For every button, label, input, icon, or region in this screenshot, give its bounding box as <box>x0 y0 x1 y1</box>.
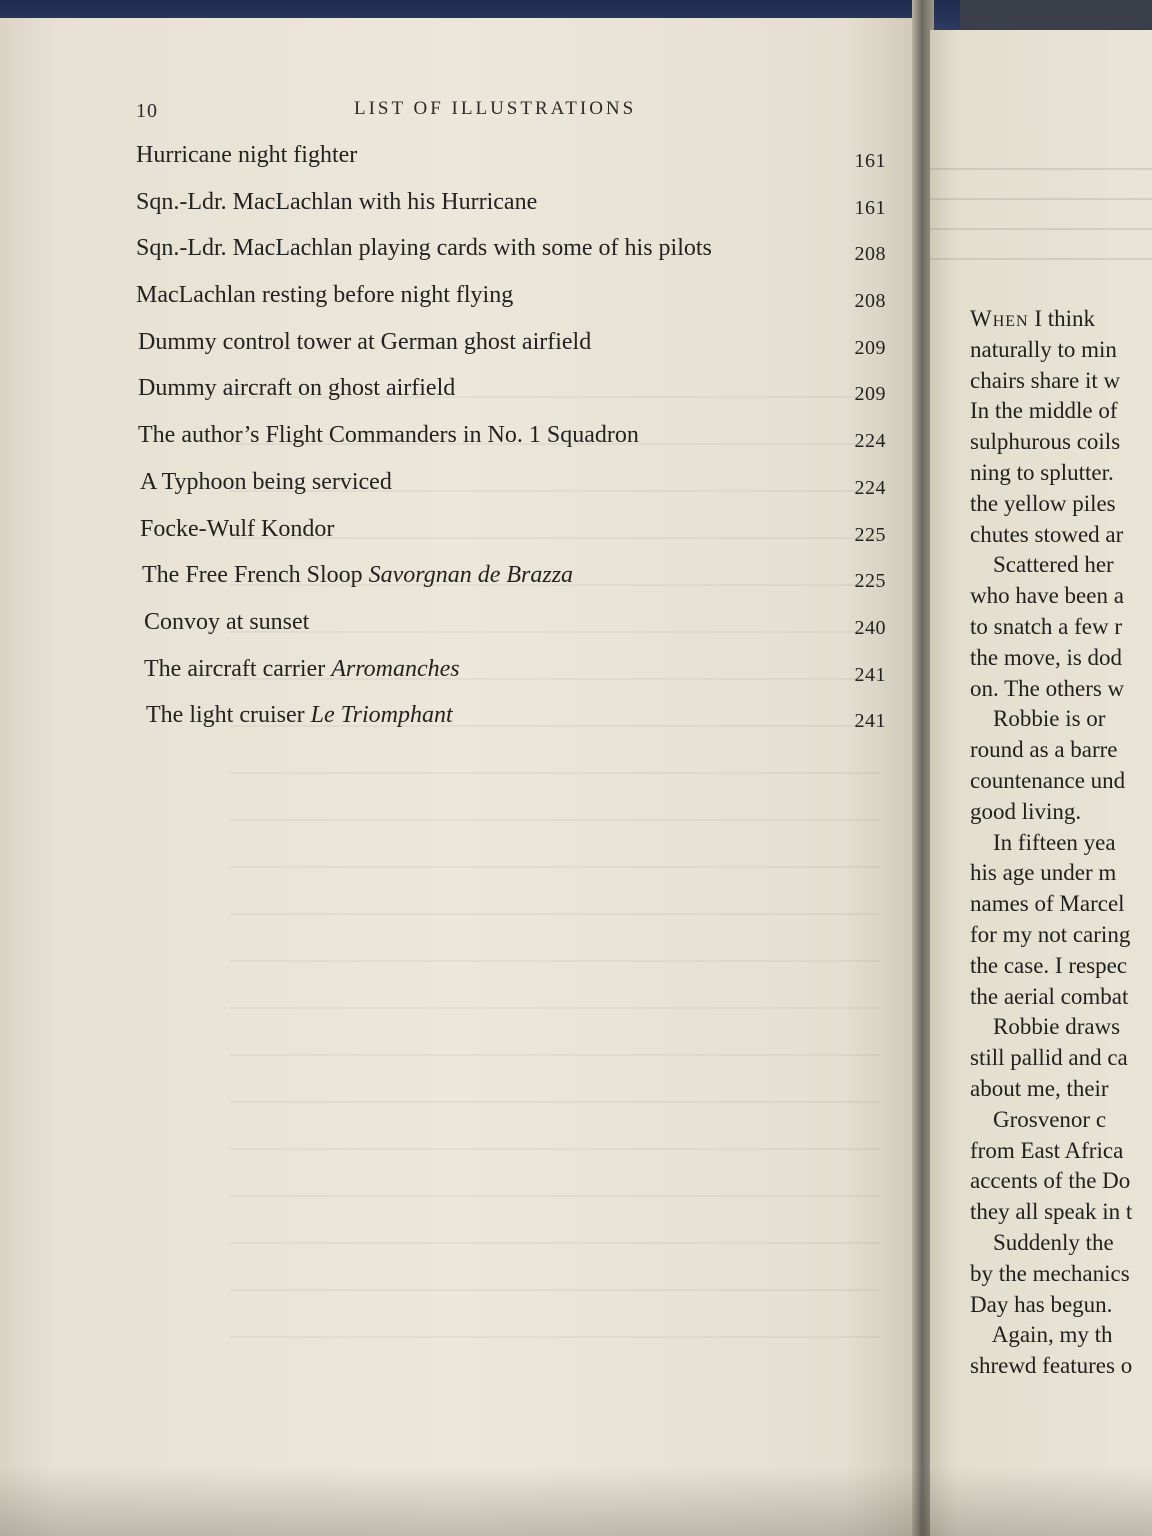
right-page-line: Scattered her <box>970 552 1114 578</box>
illustration-page-number: 224 <box>854 476 886 499</box>
illustration-caption: Sqn.-Ldr. MacLachlan with his Hurricane <box>136 188 538 215</box>
illustration-list <box>136 142 896 749</box>
right-page-line: good living. <box>970 798 1082 824</box>
right-page-line: they all speak in t <box>970 1199 1133 1225</box>
illustration-page-number: 208 <box>854 290 886 313</box>
right-page-line: the aerial combat <box>970 983 1129 1009</box>
illustration-row <box>136 516 896 563</box>
right-page-line: by the mechanics <box>970 1260 1130 1286</box>
drop-word: When <box>970 306 1029 331</box>
illustration-page-number: 208 <box>854 243 886 266</box>
right-page-line: naturally to min <box>970 336 1117 362</box>
right-page-line: the move, is dod <box>970 644 1123 670</box>
illustration-row <box>136 609 896 656</box>
right-page-line: his age under m <box>970 860 1117 886</box>
right-page-line: the yellow piles <box>970 490 1116 516</box>
illustration-page-number: 225 <box>854 570 886 593</box>
illustration-caption: Sqn.-Ldr. MacLachlan playing cards with some of his pilots <box>136 235 712 262</box>
illustration-caption: The light cruiser Le Triomphant <box>146 702 453 729</box>
right-page-line: Robbie is or <box>970 706 1106 732</box>
illustration-caption: MacLachlan resting before night flying <box>136 282 514 309</box>
illustration-caption-italic: Savorgnan de Brazza <box>368 562 574 589</box>
illustration-caption: A Typhoon being serviced <box>140 468 392 495</box>
right-page-text <box>970 304 1152 1382</box>
illustration-page-number: 224 <box>854 430 886 453</box>
illustration-row <box>136 375 896 422</box>
right-page-line: Grosvenor c <box>970 1106 1107 1132</box>
illustration-row <box>136 235 896 282</box>
right-page-line: chutes stowed ar <box>970 521 1124 547</box>
right-page-line: Day has begun. <box>970 1291 1113 1317</box>
right-page-line: about me, their <box>970 1075 1109 1101</box>
right-page-line: from East Africa <box>970 1137 1124 1163</box>
illustration-row <box>136 422 896 469</box>
illustration-page-number: 209 <box>854 336 886 359</box>
illustration-row <box>136 469 896 516</box>
illustration-page-number: 209 <box>854 383 886 406</box>
right-page-line: who have been a <box>970 583 1124 609</box>
illustration-page-number: 225 <box>854 523 886 546</box>
right-page-line: countenance und <box>970 767 1126 793</box>
illustration-row <box>136 656 896 703</box>
right-page-line: ning to splutter. <box>970 459 1114 485</box>
illustration-page-number: 161 <box>854 196 886 219</box>
illustration-page-number: 161 <box>854 150 886 172</box>
illustration-row <box>136 562 896 609</box>
right-page-line: names of Marcel <box>970 891 1125 917</box>
page-shadow <box>0 1466 1152 1536</box>
illustration-caption: Convoy at sunset <box>144 608 310 635</box>
illustration-caption-italic: Arromanches <box>331 655 460 682</box>
page-title: LIST OF ILLUSTRATIONS <box>354 98 637 119</box>
illustration-row <box>136 189 896 236</box>
right-page-line: Again, my th <box>970 1322 1113 1348</box>
right-page-line: Suddenly the <box>970 1229 1114 1255</box>
illustration-caption-italic: Le Triomphant <box>310 702 453 729</box>
right-page-line: shrewd features o <box>970 1353 1133 1379</box>
running-header <box>136 98 696 128</box>
right-page-line: still pallid and ca <box>970 1045 1128 1071</box>
illustration-page-number: 241 <box>854 663 886 686</box>
illustration-row <box>136 142 896 189</box>
right-page-line: for my not caring <box>970 921 1131 947</box>
right-page-line: on. The others w <box>970 675 1125 701</box>
right-page-line: to snatch a few r <box>970 613 1122 639</box>
right-page-line: chairs share it w <box>970 367 1121 393</box>
right-page-line: the case. I respec <box>970 952 1128 978</box>
right-page-first-line: When I think <box>970 306 1096 331</box>
illustration-row <box>136 702 896 749</box>
illustration-caption: The author’s Flight Commanders in No. 1 Squadron <box>138 422 639 449</box>
illustration-caption: The aircraft carrier Arromanches <box>144 655 460 682</box>
illustration-caption: Dummy aircraft on ghost airfield <box>138 375 456 402</box>
right-page-line: In fifteen yea <box>970 829 1116 855</box>
illustration-page-number: 240 <box>854 616 886 639</box>
illustration-caption: Hurricane night fighter <box>136 142 358 168</box>
illustration-row <box>136 282 896 329</box>
illustration-page-number: 241 <box>854 710 886 733</box>
illustration-caption: Dummy control tower at German ghost airfield <box>138 328 592 355</box>
right-page-line: sulphurous coils <box>970 429 1121 455</box>
illustration-row <box>136 329 896 376</box>
page-number: 10 <box>136 100 158 122</box>
right-page-line: accents of the Do <box>970 1168 1131 1194</box>
right-page-line: Robbie draws <box>970 1014 1121 1040</box>
right-page-line: In the middle of <box>970 398 1118 424</box>
illustration-caption: The Free French Sloop Savorgnan de Brazza <box>142 562 574 589</box>
right-page-line: round as a barre <box>970 737 1118 763</box>
show-through-text <box>930 150 1152 280</box>
illustration-caption: Focke-Wulf Kondor <box>140 515 335 542</box>
